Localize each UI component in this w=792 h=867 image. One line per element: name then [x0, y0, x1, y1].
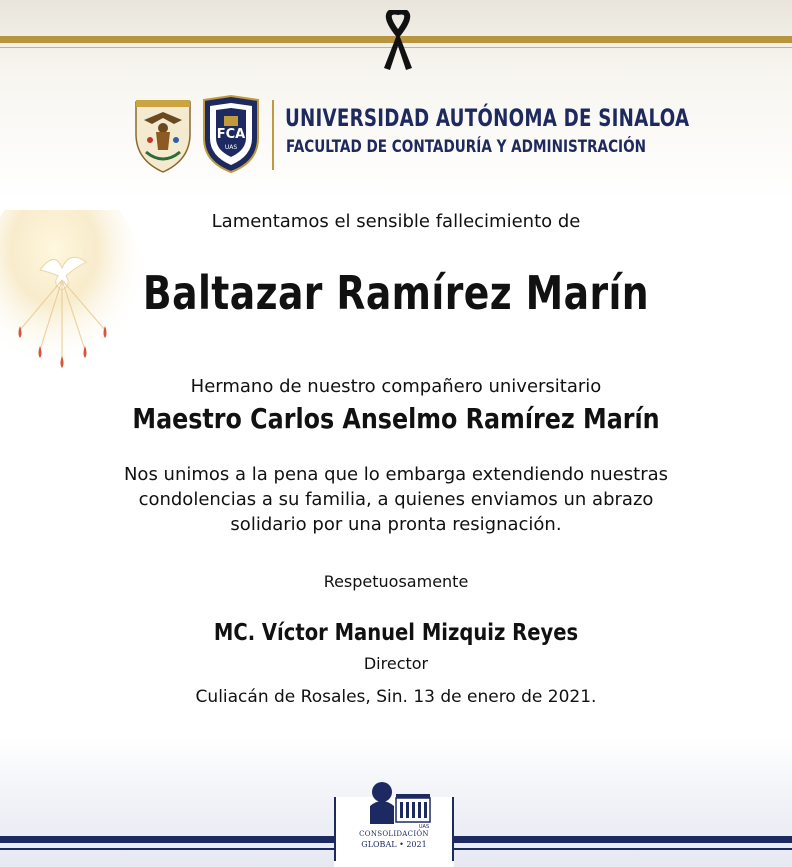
- relation-text: Hermano de nuestro compañero universitario: [190, 376, 602, 397]
- colleague-name: Maestro Carlos Anselmo Ramírez Marín: [132, 402, 660, 435]
- signer-name: MC. Víctor Manuel Mizquiz Reyes: [213, 620, 579, 646]
- lead-text: Lamentamos el sensible fallecimiento de: [211, 211, 581, 232]
- closing-text: Respetuosamente: [323, 572, 469, 591]
- deceased-name: Baltazar Ramírez Marín: [142, 266, 650, 320]
- consolidacion-global-logo: [362, 778, 434, 830]
- logo-divider: [272, 100, 274, 170]
- place-date: Culiacán de Rosales, Sin. 13 de enero de 2021.: [195, 687, 597, 707]
- badge-line-2: GLOBAL • 2021: [361, 840, 427, 849]
- svg-text:FCA: FCA: [216, 127, 246, 142]
- message-line: condolencias a su familia, a quienes enviamos un abrazo: [138, 489, 654, 510]
- svg-text:UAS: UAS: [224, 144, 238, 151]
- badge-line-1: CONSOLIDACIÓN: [359, 830, 429, 838]
- badge-border-right: [452, 797, 454, 861]
- signer-role: Director: [363, 654, 429, 673]
- uas-shield-logo: [130, 94, 196, 174]
- university-name: UNIVERSIDAD AUTÓNOMA DE SINALOA: [285, 104, 690, 132]
- condolence-message: [0, 462, 792, 537]
- message-line: Nos unimos a la pena que lo embarga extendiendo nuestras: [123, 464, 669, 485]
- svg-text:UAS: UAS: [418, 824, 430, 830]
- message-line: solidario por una pronta resignación.: [230, 514, 562, 535]
- badge-border-left: [334, 797, 336, 861]
- faculty-name: FACULTAD DE CONTADURÍA Y ADMINISTRACIÓN: [286, 137, 647, 157]
- fca-shield-logo: [200, 94, 262, 174]
- mourning-ribbon-icon: [372, 10, 424, 72]
